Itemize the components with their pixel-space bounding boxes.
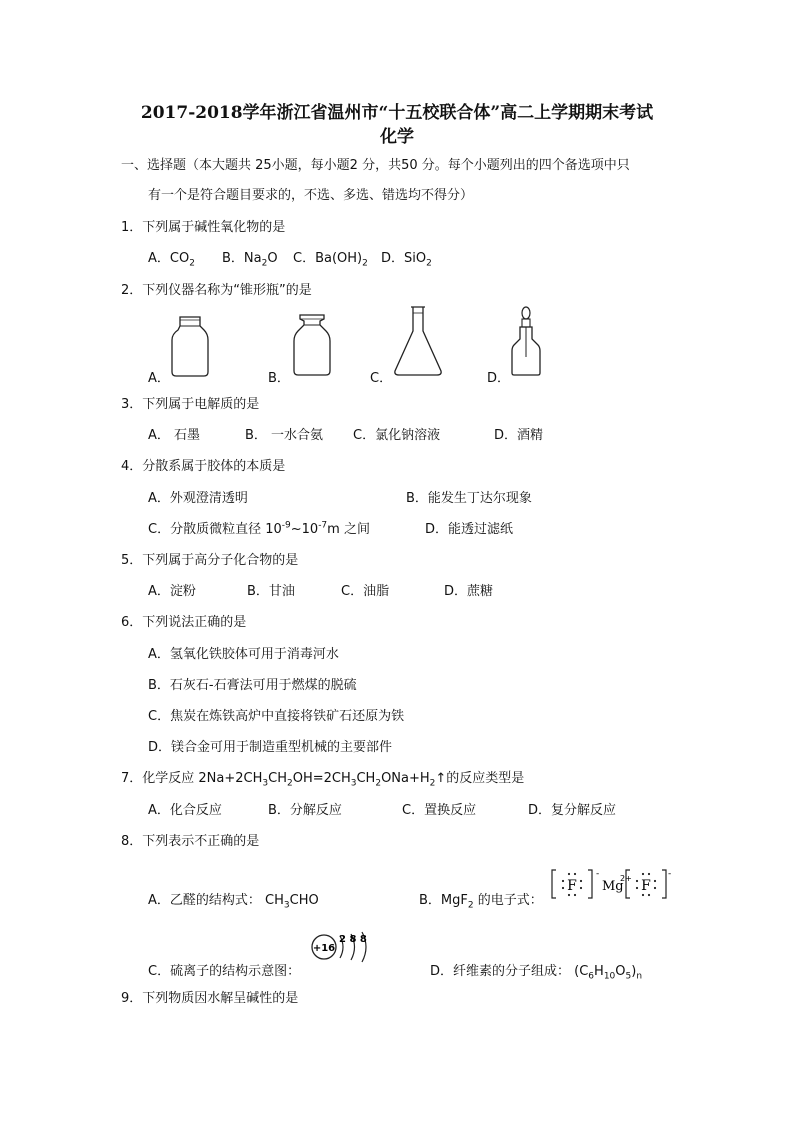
conical-flask-icon — [393, 305, 443, 377]
q6-option-b: B．石灰石-石膏法可用于燃煤的脱硫 — [148, 678, 357, 693]
q3-option-a: A． 石墨 — [148, 428, 201, 443]
q4-option-a: A．外观澄清透明 — [148, 491, 248, 506]
q3-option-b: B． 一水合氨 — [245, 428, 324, 443]
q3-option-d: D．酒精 — [494, 428, 544, 443]
q7-option-d: D．复分解反应 — [528, 803, 617, 818]
section-header-line-1: 一、选择题（本大题共 25小题，每小题2 分，共50 分。每个小题列出的四个备选项中只 — [121, 158, 630, 173]
q8-option-b: B．MgF$_2$ 的电子式： — [419, 893, 543, 911]
q4-option-b: B．能发生丁达尔现象 — [406, 491, 532, 506]
nucleus-charge: +16 — [312, 943, 336, 954]
fluoride-right-symbol: F — [641, 878, 651, 894]
q3-stem: 3．下列属于电解质的是 — [121, 397, 260, 412]
wide-mouth-bottle-icon — [170, 316, 212, 378]
q7-option-b: B．分解反应 — [268, 803, 342, 818]
q2-label-d: D． — [487, 371, 511, 386]
q8-option-c: C．硫离子的结构示意图： — [148, 964, 301, 979]
q4-stem: 4．分散系属于胶体的本质是 — [121, 459, 286, 474]
sulfide-ion-structure-diagram — [310, 928, 376, 966]
q5-stem: 5．下列属于高分子化合物的是 — [121, 553, 299, 568]
fluoride-right-charge: - — [668, 869, 672, 879]
q1-option-c: C．$Ba(OH)_2$ — [293, 251, 368, 269]
q6-option-d: D．镁合金可用于制造重型机械的主要部件 — [148, 740, 393, 755]
q2-label-b: B． — [268, 371, 290, 386]
q8-option-d: D．纤维素的分子组成： $(C_6H_{10}O_5)_n$ — [430, 964, 643, 982]
q5-option-d: D．蔗糖 — [444, 584, 494, 599]
title-line-1: 2017-2018学年浙江省温州市“十五校联合体”高二上学期期末考试 — [140, 103, 654, 123]
magnesium-symbol: Mg — [602, 879, 624, 894]
q6-stem: 6．下列说法正确的是 — [121, 615, 247, 630]
q7-option-a: A．化合反应 — [148, 803, 222, 818]
q9-stem: 9．下列物质因水解呈碱性的是 — [121, 991, 299, 1006]
q1-option-b: B．$Na_2O$ — [222, 251, 278, 269]
shell-electrons: 2 8 8 — [339, 934, 367, 945]
q4-option-d: D．能透过滤纸 — [425, 522, 514, 537]
magnesium-charge: 2+ — [620, 874, 632, 883]
fluoride-left-symbol: F — [567, 878, 577, 894]
section-header-line-2: 有一个是符合题目要求的，不选、多选、错选均不得分） — [148, 188, 474, 203]
q5-option-a: A．淀粉 — [148, 584, 196, 599]
title-line-2: 化学 — [380, 127, 414, 147]
fluoride-left-charge: - — [596, 869, 600, 879]
q2-stem: 2．下列仪器名称为“锥形瓶”的是 — [121, 283, 312, 298]
q6-option-a: A．氢氧化铁胶体可用于消毒河水 — [148, 647, 339, 662]
q4-option-c: C．分散质微粒直径 $10^{-9}\sim 10^{-7}m$ 之间 — [148, 520, 370, 537]
q3-option-c: C．氯化钠溶液 — [353, 428, 441, 443]
q1-option-a: A．$CO_2$ — [148, 251, 195, 269]
q8-stem: 8．下列表示不正确的是 — [121, 834, 260, 849]
q1-option-d: D．SiO$_2$ — [381, 251, 432, 269]
q2-label-c: C． — [370, 371, 393, 386]
mgf2-electron-formula — [550, 868, 672, 902]
q1-stem: 1．下列属于碱性氧化物的是 — [121, 220, 286, 235]
q7-option-c: C．置换反应 — [402, 803, 477, 818]
q5-option-c: C．油脂 — [341, 584, 390, 599]
q7-stem: 7．化学反应 $2Na+2CH_3CH_2OH=2CH_3CH_2ONa+H_2↑$的反应类型是 — [121, 771, 525, 789]
q2-label-a: A． — [148, 371, 170, 386]
q6-option-c: C．焦炭在炼铁高炉中直接将铁矿石还原为铁 — [148, 709, 405, 724]
q5-option-b: B．甘油 — [247, 584, 295, 599]
q8-option-a: A．乙醛的结构式： $CH_3CHO$ — [148, 893, 319, 911]
reagent-bottle-icon — [292, 313, 332, 377]
dropper-bottle-icon — [510, 305, 542, 377]
